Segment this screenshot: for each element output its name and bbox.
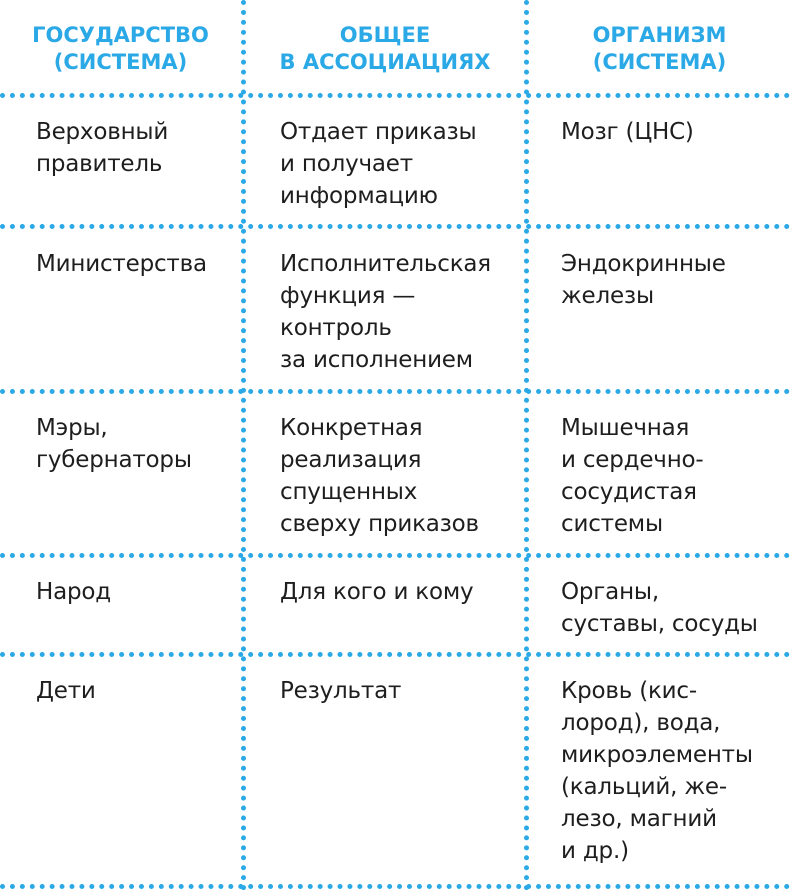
cell-state: Народ: [36, 579, 111, 605]
cell-common: Отдает приказы и получает информацию: [280, 119, 477, 209]
cell-state: Министерства: [36, 251, 207, 277]
header-common: ОБЩЕЕ В АССОЦИАЦИЯХ: [279, 23, 491, 74]
cell-common: Конкретная реализация спущенных сверху приказов: [280, 415, 479, 537]
row-divider: [0, 389, 790, 394]
cell-organism: Кровь (кис- лород), вода, микроэлементы (кальций, же- лезо, магний и др.): [561, 678, 753, 864]
row-divider: [0, 553, 790, 558]
cell-organism: Органы, суставы, сосуды: [561, 579, 758, 637]
row-divider: [0, 224, 790, 229]
cell-state: Верховный правитель: [36, 119, 169, 177]
cell-common: Результат: [280, 678, 402, 704]
column-divider: [524, 0, 529, 891]
header-organism: ОРГАНИЗМ (СИСТЕМА): [592, 23, 727, 74]
header-divider: [0, 93, 790, 98]
column-divider: [241, 0, 246, 891]
header-state: ГОСУДАРСТВО (СИСТЕМА): [32, 23, 209, 74]
cell-common: Исполнительская функция — контроль за исполнением: [280, 251, 491, 373]
cell-common: Для кого и кому: [280, 579, 474, 605]
row-divider: [0, 884, 790, 889]
row-divider: [0, 652, 790, 657]
cell-organism: Мозг (ЦНС): [561, 119, 694, 145]
cell-state: Дети: [36, 678, 96, 704]
cell-organism: Эндокринные железы: [561, 251, 726, 309]
cell-organism: Мышечная и сердечно- сосудистая системы: [561, 415, 704, 537]
cell-state: Мэры, губернаторы: [36, 415, 192, 473]
